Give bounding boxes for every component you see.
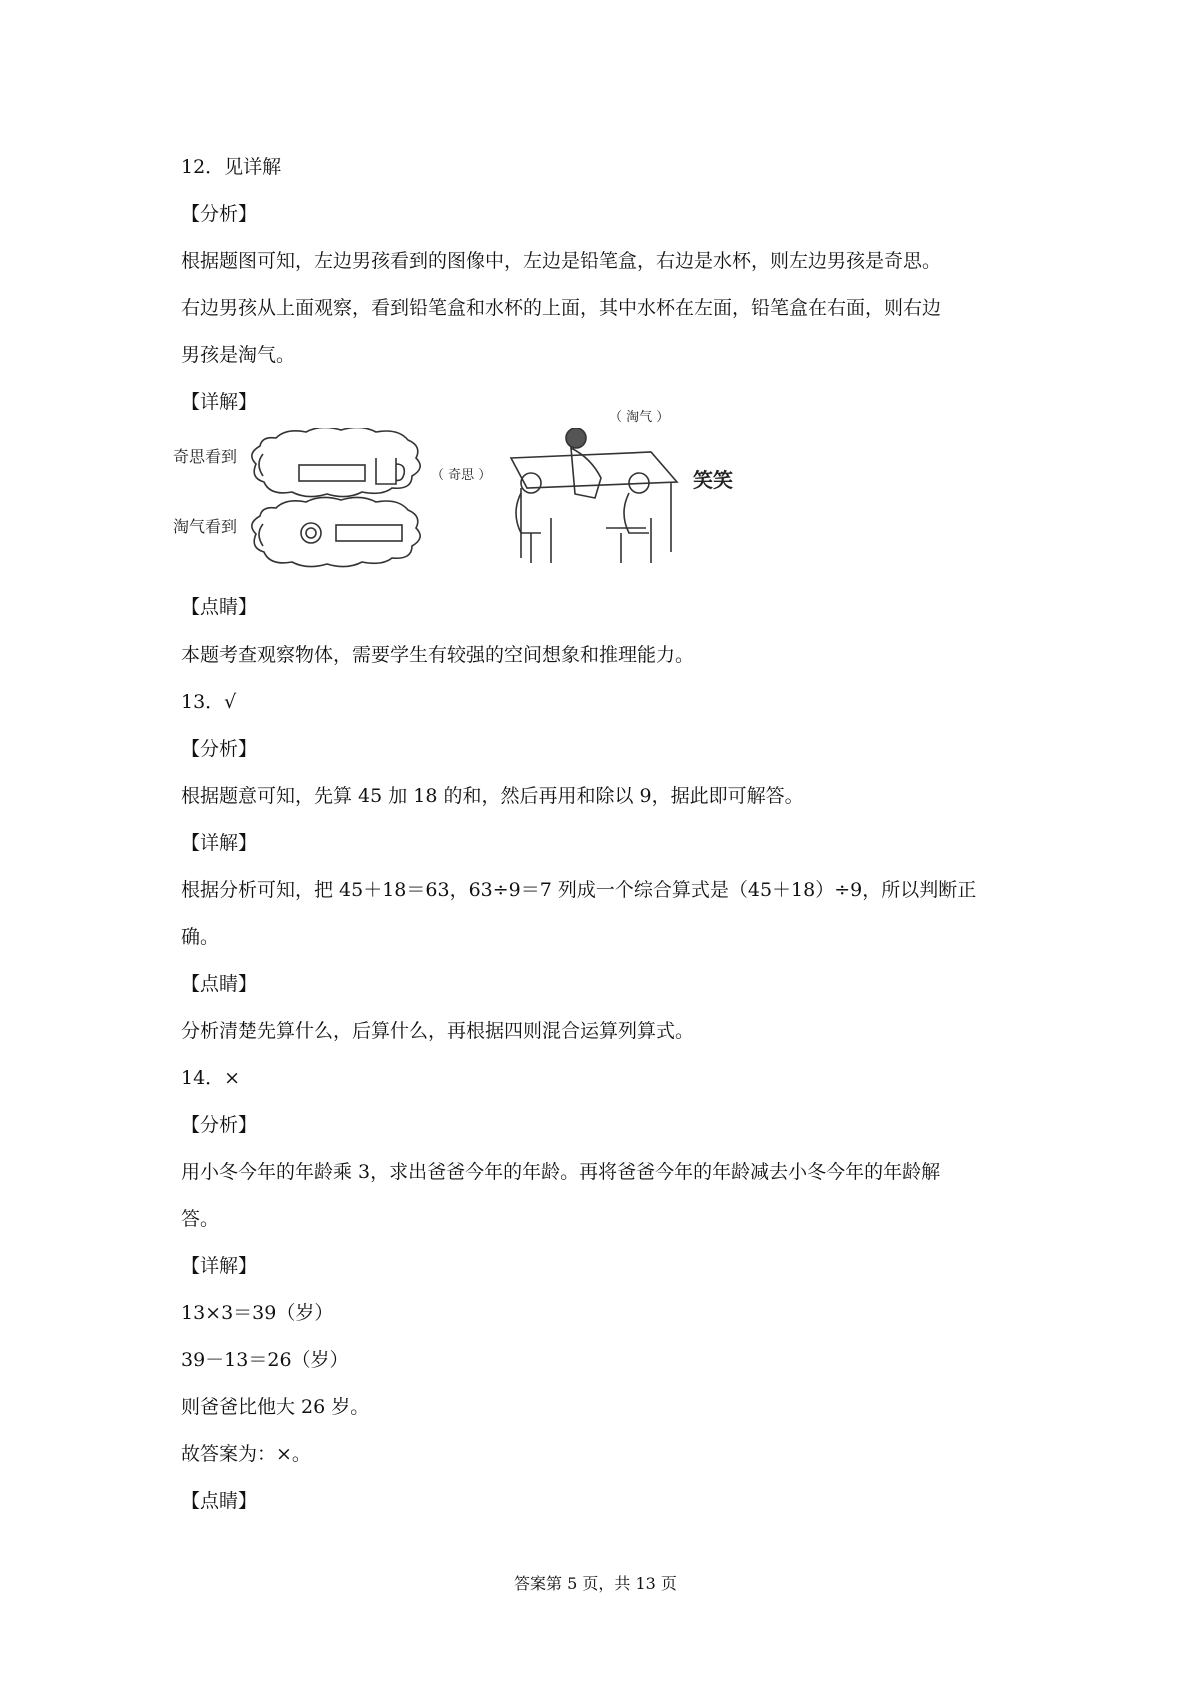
line-11: 根据题意可知，先算 45 加 18 的和，然后再用和除以 9，据此即可解答。	[181, 785, 804, 807]
line-8: 本题考查观察物体，需要学生有较强的空间想象和推理能力。	[181, 644, 695, 666]
line-16: 分析清楚先算什么，后算什么，再根据四则混合运算列算式。	[181, 1020, 695, 1042]
line-14: 确。	[181, 926, 220, 948]
section-heading: 【分析】	[181, 203, 258, 225]
section-heading: 【点睛】	[181, 596, 258, 618]
taoqi-sees-label: 淘气看到	[173, 517, 238, 536]
line-13: 根据分析可知，把 45＋18＝63，63÷9＝7 列成一个综合算式是（45＋18）÷9，所以判断正	[181, 879, 977, 901]
pencil-box-side	[299, 465, 365, 481]
line-4: 右边男孩从上面观察，看到铅笔盒和水杯的上面，其中水杯在左面，铅笔盒在右面，则右边	[181, 297, 942, 319]
line-5: 男孩是淘气。	[181, 344, 296, 366]
taoqi-label: （ 淘气 ）	[609, 410, 670, 425]
section-heading: 【点睛】	[181, 973, 258, 995]
line-25: 故答案为：×。	[181, 1443, 311, 1465]
page-footer: 答案第 5 页，共 13 页	[514, 1574, 677, 1593]
line-3: 根据题图可知，左边男孩看到的图像中，左边是铅笔盒，右边是水杯，则左边男孩是奇思。	[181, 250, 942, 272]
section-heading: 【分析】	[181, 1114, 258, 1136]
line-9: 13．√	[181, 691, 237, 713]
line-17: 14．×	[181, 1067, 241, 1089]
section-heading: 【详解】	[181, 832, 258, 854]
observation-figure	[173, 410, 751, 578]
line-20: 答。	[181, 1208, 220, 1230]
cup-top	[301, 523, 321, 543]
pencil-box-top	[336, 525, 402, 541]
figure-drawing	[181, 428, 751, 578]
boy-taoqi	[566, 428, 586, 448]
qisi-sees-label: 奇思看到	[173, 447, 238, 466]
line-22: 13×3＝39（岁）	[181, 1302, 334, 1324]
section-heading: 【分析】	[181, 738, 258, 760]
line-23: 39－13＝26（岁）	[181, 1349, 349, 1371]
xiaoxiao-label: 笑笑	[693, 468, 733, 492]
thought-cloud-top	[252, 428, 420, 497]
section-heading: 【详解】	[181, 1255, 258, 1277]
section-heading: 【点睛】	[181, 1490, 258, 1512]
line-1: 12．见详解	[181, 156, 282, 178]
section-heading: 【详解】	[181, 391, 258, 413]
cup-side	[376, 458, 404, 484]
line-19: 用小冬今年的年龄乘 3，求出爸爸今年的年龄。再将爸爸今年的年龄减去小冬今年的年龄解	[181, 1161, 941, 1183]
line-24: 则爸爸比他大 26 岁。	[181, 1396, 370, 1418]
qisi-label: （ 奇思 ）	[431, 468, 492, 483]
